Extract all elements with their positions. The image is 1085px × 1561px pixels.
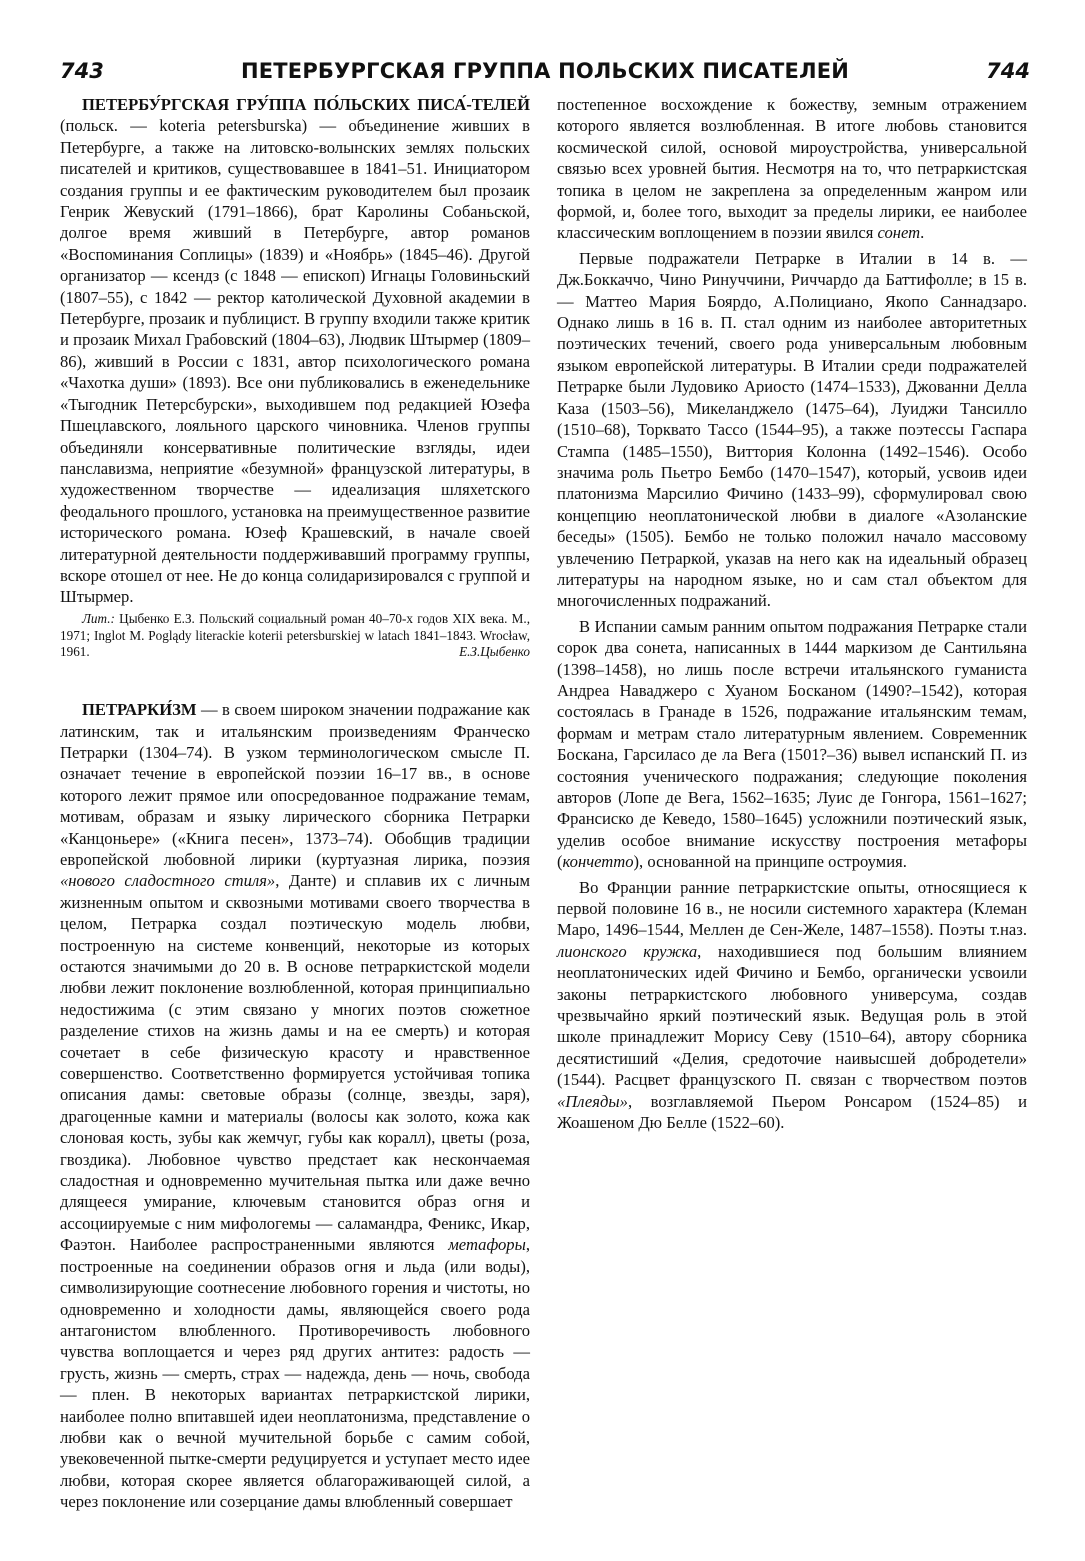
- article-paragraph: ПЕТРАРКИ́ЗМ — в своем широком значении подражание как латинским, так и итальянским произведениям Франческо Петрарки (1304–74). В узком терминологическом смысле П. означает течение в европейской поэзии 16–17 вв., в основе которого лежит прямое или опосредованное подражание темам, мотивам, образам и языку лирического сборника Петрарки «Канцоньере» («Книга песен», 1373–74). Обобщив традиции европейской любовной лирики (куртуазная лирика, поэзия «нового сладостного стиля», Данте) и сплавив их с личным жизненным опытом и сквозными мотивами своего творчества в целом, Петрарка создал поэтическую модель любви, построенную на системе конвенций, некоторые из которых остаются значимыми до 20 в. В основе петраркистской модели любви лежит поклонение возлюбленной, которая принципиально недостижима (с этим связано у многих поэтов сюжетное разделение стихов на жизнь дамы и на ее смерть) и которая сочетает в себе физическую красоту и нравственное совершенство. Соответственно формируется устойчивая топика описания дамы: световые образы (солнце, звезды, заря), драгоценные камни и материалы (волосы как золото, кожа как слоновая кость, зубы как жемчуг, губы как коралл), цветы (роза, гвоздика). Любовное чувство предстает как нескончаемая сладостная и одновременно мучительная пытка или даже вечно длящееся умирание, ключевым становится образ огня и ассоциируемые с ним мифологемы — саламандра, Феникс, Икар, Фаэтон. Наиболее распространенными являются метафоры, построенные на соединении образов огня и льда (или воды), символизирующие соотнесение любовного горения и чистоты, но одновременно и холодности дамы, являющейся своего рода антагонистом влюбленного. Противоречивость любовного чувства воплощается и через ряд других антитез: радость — грусть, жизнь — смерть, страх — надежда, день — ночь, свобода — плен. В некоторых вариантах петраркистской лирики, наиболее полно впитавшей идеи неоплатонизма, представление о любви как о вечной мучительной борьбе с самим собой, увековеченной пытке-смерти редуцируется и уступает место идее любви, которая скорее является облагораживающей силой, а через поклонение или созерцание дамы влюбленный совершает: [60, 700, 530, 1512]
- article-paragraph-continued: постепенное восхождение к божеству, земным отражением которого является возлюбленная. В итоге любовь становится космической силой, основой мироустройства, универсальной связью всех уровней бытия. Несмотря на то, что петраркистская топика в целом не закреплена за определенным жанром или формой, и, более того, выходит за пределы лирики, ее наиболее классическим воплощением в поэзии явился сонет.: [557, 95, 1027, 243]
- article-petrarchism: [60, 699, 530, 1512]
- headword: ПЕТЕРБУ́РГСКАЯ ГРУ́ППА ПО́ЛЬСКИХ ПИСА́-ТЕЛЕЙ: [82, 95, 530, 114]
- bibliography: Лит.: Цыбенко Е.З. Польский социальный роман 40–70-х годов XIX века. М., 1971; Inglot M. Poglądy literackie koterii petersburskiej w latach 1841–1843. Wrocław, 1961. Е.З.Цыбенко: [60, 610, 530, 660]
- page-number-left: 743: [60, 59, 104, 83]
- article-paragraph: В Испании самым ранним опытом подражания Петрарке стали сорок два сонета, написанных в 1444 маркизом де Сантильяна (1398–1458), но лишь после встречи итальянского гуманиста Андреа Наваджеро с Хуаном Босканом (1490?–1542), которая состоялась в Гранаде в 1526, подражание итальянским темам, формам и метрам стало литературным явлением. Современник Боскана, Гарсиласо де ла Вега (1501?–36) вывел испанский П. из состояния ученического подражания; следующие поколения авторов (Лопе де Вега, 1562–1635; Луис де Гонгора, 1561–1627; Франсиско де Кеведо, 1580–1645) усложнили поэтический язык, уделив особое внимание искусству построения метафоры (кончетто), основанной на принципе остроумия.: [557, 616, 1027, 872]
- article-paragraph: Первые подражатели Петрарке в Италии в 14 в. — Дж.Боккаччо, Чино Ринуччини, Риччардо да Баттифолле; в 15 в. — Маттео Мария Боярдо, А.Полициано, Якопо Саннадзаро. Однако лишь в 16 в. П. стал одним из наиболее авторитетных поэтических течений, своего рода универсальным любовным языком европейской литературы. В Италии среди подражателей Петрарке были Лудовико Ариосто (1474–1533), Джованни Делла Каза (1503–56), Микеланджело (1475–64), Луиджи Тансилло (1510–68), Торквато Тассо (1544–95), а также поэтессы Гаспара Стампа (1485–1550), Виттория Колонна (1492–1546). Особо значима роль Пьетро Бембо (1470–1547), который, усвоив идеи платонизма Марсилио Фичино (1433–99), сформулировал свою концепцию неоплатонической любви в диалоге «Азоланские беседы» (1505). Бембо не только положил начало массовому увлечению Петраркой, указав на него как на идеальный образец литературы на народном языке, но и сам стал объектом для многочисленных подражаний.: [557, 248, 1027, 611]
- article-paragraph: Во Франции ранние петраркистские опыты, относящиеся к первой половине 16 в., не носили системного характера (Клеман Маро, 1496–1544, Меллен де Сен-Желе, 1487–1558). Поэты т.наз. лионского кружка, находившиеся под большим влиянием неоплатонических идей Фичино и Бембо, органически усвоили законы петраркистского любовного универсума, создав чрезвычайно яркий поэтический язык. Ведущая роль в этой школе принадлежит Морису Севу (1510–64), автору сборника десятистиший «Делия, средоточие наивысшей добродетели» (1544). Расцвет французского П. связан с творчеством поэтов «Плеяды», возглавляемой Пьером Ронсаром (1524–85) и Жоашеном Дю Белле (1522–60).: [557, 877, 1027, 1133]
- page-header: [60, 58, 1030, 88]
- article-petersburg-group: [60, 94, 530, 661]
- article-body: ПЕТЕРБУ́РГСКАЯ ГРУ́ППА ПО́ЛЬСКИХ ПИСА́-ТЕЛЕЙ (польск. — koteria petersburska) — объединение живших в Петербурге, а также на литовско-волынских землях польских писателей и критиков, существовавшее в 1841–51. Инициатором создания группы и ее фактическим руководителем был прозаик Генрик Жевуский (1791–1866), брат Каролины Собаньской, долгое время живший в Петербурге, автор романов «Воспоминания Соплицы» (1839) и «Ноябрь» (1845–46). Другой организатор — ксендз (с 1848 — епископ) Игнацы Головиньский (1807–55), с 1842 — ректор католической Духовной академии в Петербурге, прозаик и публицист. В группу входили также критик и прозаик Михал Грабовский (1804–63), Людвик Штырмер (1809–86), живший в России с 1831, автор психологического романа «Чахотка души» (1893). Все они публиковались в еженедельнике «Тыгодник Петерсбурски», выходившем под редакцией Юзефа Пшецлавского, лояльного царского чиновника. Членов группы объединяли консервативные политические взгляды, идеи панславизма, неприятие «безумной» французской литературы, в художественном творчестве — идеализация шляхетского феодального прошлого, установка на преимущественное развитие исторического романа. Юзеф Крашевский, в начале своей литературной деятельности поддерживавший программу группы, вскоре отошел от нее. Не до конца солидаризировался с группой и Штырмер.: [60, 95, 530, 607]
- article-separator: [60, 661, 530, 699]
- headword: ПЕТРАРКИ́ЗМ: [82, 700, 197, 720]
- right-column: [557, 94, 1027, 1134]
- article-author: Е.З.Цыбенко: [459, 644, 530, 660]
- running-title: ПЕТЕРБУРГСКАЯ ГРУППА ПОЛЬСКИХ ПИСАТЕЛЕЙ: [240, 59, 850, 83]
- page-number-right: 744: [986, 59, 1030, 83]
- left-column: [60, 94, 530, 1513]
